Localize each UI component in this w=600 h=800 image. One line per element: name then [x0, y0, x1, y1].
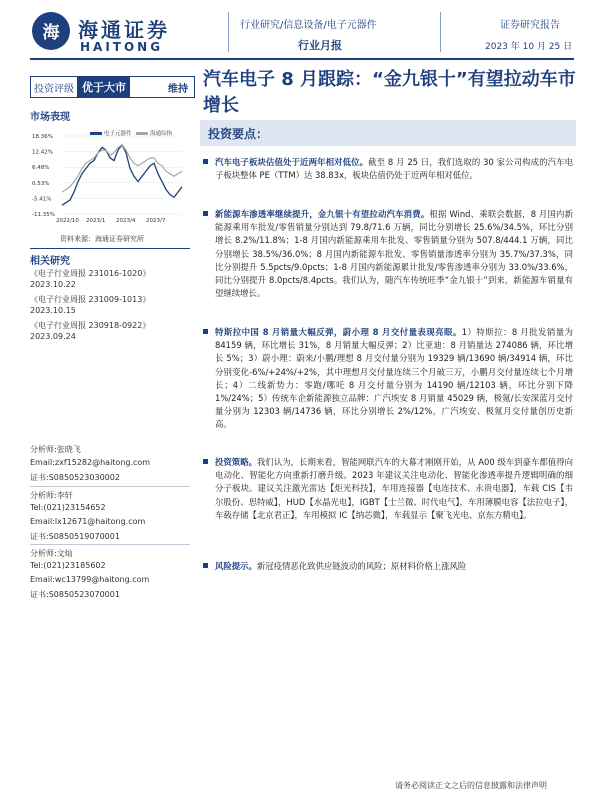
- bullet-head: 汽车电子板块估值处于近两年相对低位。: [215, 157, 369, 167]
- bullet-automaker-sales: [203, 326, 573, 432]
- related-heading: 相关研究: [30, 256, 70, 267]
- analyst-divider: [30, 544, 190, 545]
- header-rule: [30, 58, 574, 60]
- legend-label-index: 海通综指: [150, 131, 173, 137]
- analyst-divider: [30, 486, 190, 487]
- y-tick-label: -11.35%: [32, 212, 55, 218]
- analyst-email[interactable]: Email:zxf15282@haitong.com: [30, 458, 151, 467]
- bullet-nev-penetration: [203, 208, 573, 300]
- analyst-name: 分析师:李轩: [30, 491, 73, 500]
- report-type: 行业月报: [298, 39, 342, 52]
- bullet-marker: [203, 211, 208, 216]
- rating-change: 维持: [168, 83, 188, 95]
- analyst-tel: Tel:(021)23185602: [30, 561, 106, 570]
- related-item-title[interactable]: 《电子行业周报 231016-1020》: [30, 269, 151, 278]
- analyst-name: 分析师:文灿: [30, 549, 73, 558]
- chart-source: 资料来源：海通证券研究所: [60, 235, 144, 243]
- analyst-cert: 证书:S0850519070001: [30, 532, 120, 541]
- logo-english: HAITONG: [80, 40, 164, 54]
- bullet-marker: [203, 329, 208, 334]
- footer-disclaimer: 请务必阅读正文之后的信息披露和法律声明: [395, 781, 547, 790]
- analyst-cert: 证书:S0850523030002: [30, 473, 120, 482]
- x-tick-label: 2023/4: [116, 218, 136, 224]
- bullet-strategy: [203, 456, 573, 522]
- section-rule: [30, 248, 190, 249]
- bullet-marker: [203, 563, 208, 568]
- analyst-tel: Tel:(021)23154652: [30, 503, 106, 512]
- analyst-email[interactable]: Email:lx12671@haitong.com: [30, 517, 146, 526]
- header-divider: [228, 12, 229, 52]
- investment-rating: [30, 76, 195, 98]
- header-divider-right: [440, 12, 441, 52]
- bullet-head: 特斯拉中国 8 月销量大幅反弹，蔚小理 8 月交付量表现亮眼。: [215, 327, 462, 337]
- key-points-banner: [200, 120, 576, 146]
- bullet-valuation: [203, 156, 573, 182]
- analyst-email[interactable]: Email:wc13799@haitong.com: [30, 575, 150, 584]
- related-item-date: 2023.09.24: [30, 332, 76, 341]
- key-points-heading: 投资要点：: [208, 127, 269, 141]
- doc-label: 证券研究报告: [500, 20, 560, 31]
- bullet-body: 我们认为，长期来看，智能网联汽车的大幕才刚刚开始，从 A00 级车到豪车都值得向电动化、智能化方向重新打磨升级。2023 年建议关注电动化、智能化渗透率提升逻辑明确的细分子板块。建议关注激光雷达【炬光科技】，车用连接器【电连技术、永贵电器】，车载 CIS【韦尔股份、思特威】，HUD【水晶光电】，IGBT【士兰微、时代电气】，车用薄膜电容【法拉电子】，车载存储【北京君正】，车用模拟 IC【纳芯微】，车载显示【聚飞光电、京东方精电】。: [215, 457, 573, 520]
- x-tick-label: 2023/7: [146, 218, 166, 224]
- bullet-marker: [203, 459, 208, 464]
- report-category: 行业研究/信息设备/电子元器件: [240, 20, 377, 31]
- y-tick-label: 12.42%: [32, 149, 53, 156]
- bullet-body: 新冠疫情恶化致供应链波动的风险；原材料价格上涨风险: [256, 561, 467, 571]
- market-chart: [30, 126, 190, 232]
- logo-chinese: 海通证券: [78, 18, 170, 42]
- bullet-head: 新能源车渗透率继续提升，金九银十有望拉动汽车消费。: [215, 209, 430, 219]
- related-item-title[interactable]: 《电子行业周报 231009-1013》: [30, 295, 151, 304]
- bullet-body: 根据 Wind、乘联会数据，8 月国内新能源乘用车批发/零售销量分别达到 79.8/71.6 万辆，同比分别增长 25.6%/34.5%，环比分别增长 8.2%/11.8%；1-8 月国内新能源乘用车批发、零售销量分别为 507.8/444.1 万辆，同比分别增长 38.5%/36.0%；8 月国内新能源车批发、零售销量渗透率分别为 35.7%/37.3%，同比分别提升 5.5pcts/9.0pcts；1-8 月国内新能源累计批发/零售渗透率分别为 33.0%/33.6%，同比分别提升 8.0pcts/8.4pcts。我们认为，随汽车传统旺季“金九银十”到来，新能源车销量有望继续增长。: [215, 209, 573, 299]
- legend-label-electronics: 电子元器件: [104, 131, 132, 137]
- rating-value: 优于大市: [78, 77, 130, 97]
- report-date: 2023 年 10 月 25 日: [485, 42, 573, 52]
- x-tick-label: 2023/1: [86, 218, 106, 224]
- bullet-head: 风险提示。: [215, 561, 257, 571]
- legend-swatch-index: [136, 132, 148, 135]
- bullet-head: 投资策略。: [215, 457, 258, 467]
- x-tick-label: 2022/10: [56, 218, 79, 224]
- related-item-title[interactable]: 《电子行业周报 230918-0922》: [30, 321, 151, 330]
- y-tick-label: 0.53%: [32, 180, 50, 187]
- report-title: 汽车电子 8 月跟踪：“金九银十”有望拉动车市增长: [203, 69, 576, 116]
- analyst-name: 分析师:张晓飞: [30, 445, 81, 454]
- logo-mark: [32, 12, 70, 50]
- bullet-body: 截至 8 月 25 日，我们选取的 30 家公司构成的汽车电子板块整体 PE（TTM）达 38.83x，板块估值仍处于近两年相对低位。: [215, 157, 573, 181]
- bullet-body: 1）特斯拉：8 月批发销量为 84159 辆，环比增长 31%，8 月销量大幅反弹；2）比亚迪：8 月销量达 274086 辆，环比增长 5%；3）蔚小理：蔚来/小鹏/理想 8 月交付量分别为 19329 辆/13690 辆/34914 辆，环比分别变化-6%/+24%/+2%，其中理想月交付量连续三个月破三万，小鹏月交付量连续七个月增长；4）二线新势力：零跑/哪吒 8 月交付量分别为 14190 辆/12103 辆，环比分别下降 1%/24%；5）传统车企新能源独立品牌：广汽埃安 8 月销量 45029 辆，极氪/长安深蓝月交付量分别为 12303 辆/14736 辆，环比分别增长 2%/12%，广汽埃安、极氪月交付量创历史新高。: [215, 327, 573, 430]
- y-tick-label: 18.36%: [32, 134, 53, 140]
- y-tick-label: -5.41%: [32, 196, 52, 203]
- bullet-risk: [203, 560, 573, 573]
- related-item-date: 2023.10.15: [30, 306, 76, 315]
- legend-swatch-electronics: [90, 132, 102, 135]
- logo-mark-glyph: 海: [42, 23, 60, 43]
- series-line-electronics: [62, 145, 182, 205]
- related-item-date: 2023.10.22: [30, 280, 76, 289]
- analyst-cert: 证书:S0850523070001: [30, 590, 120, 599]
- market-heading: 市场表现: [30, 112, 70, 123]
- y-tick-label: 6.48%: [32, 165, 50, 172]
- rating-label: 投资评级: [31, 77, 78, 97]
- bullet-marker: [203, 159, 208, 164]
